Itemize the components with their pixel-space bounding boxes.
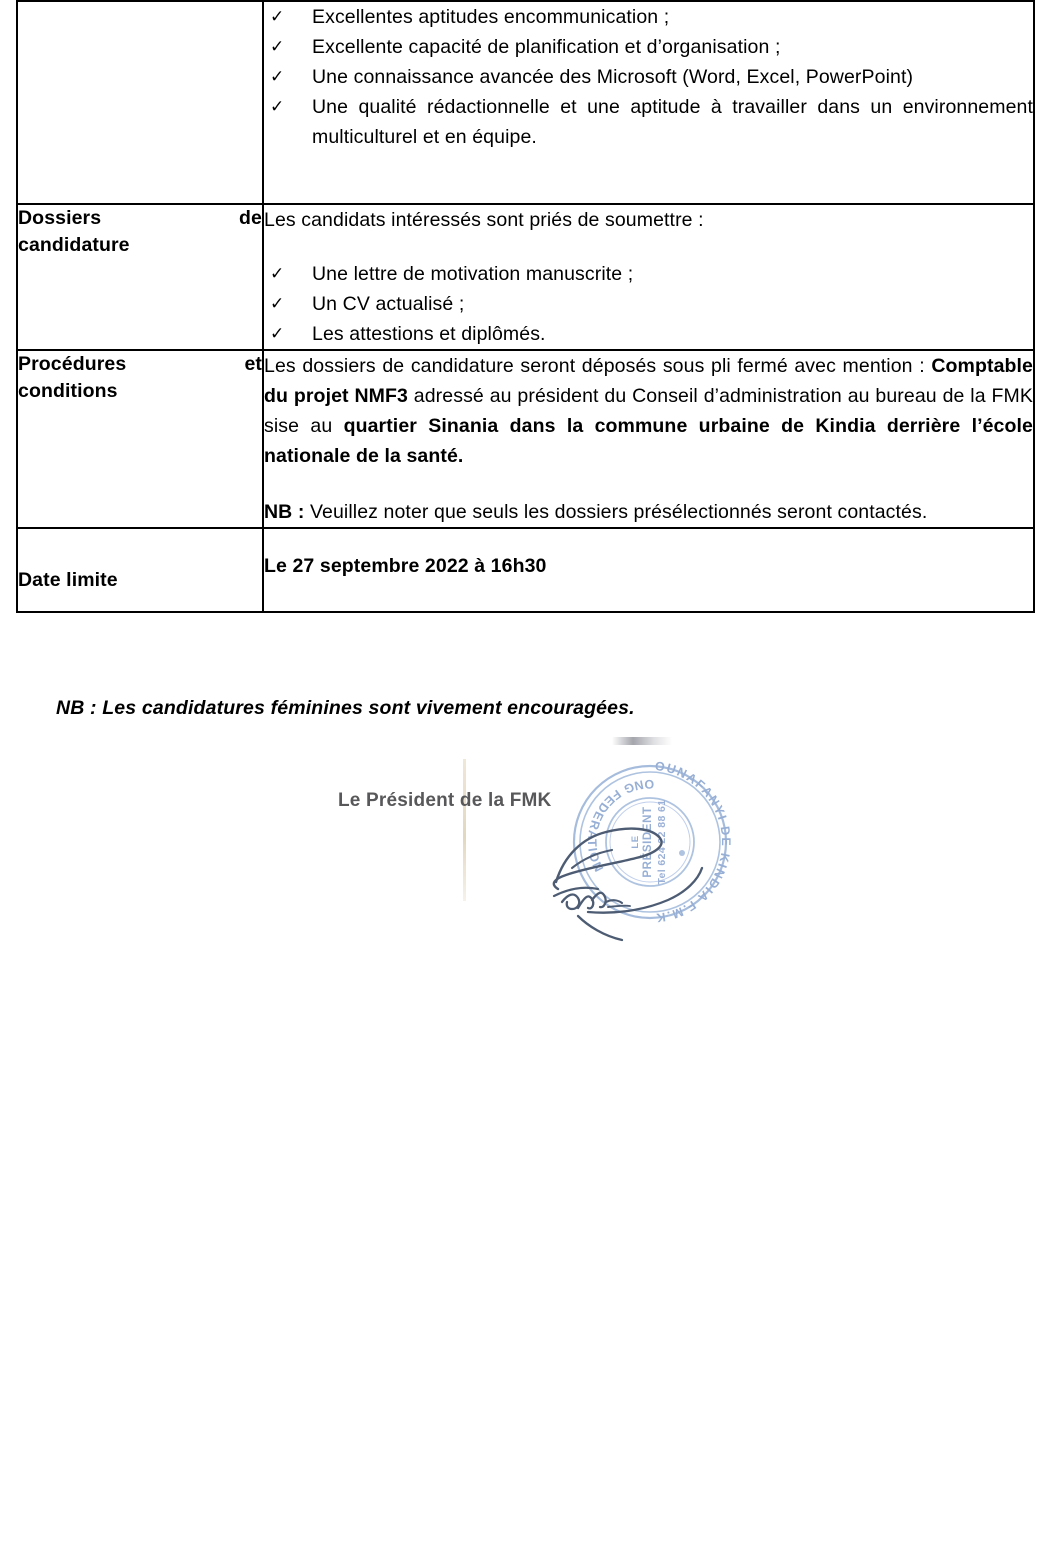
table-row-procedures-conditions bbox=[17, 350, 1034, 528]
list-item bbox=[264, 319, 1033, 349]
vacancy-details-table bbox=[16, 0, 1035, 613]
stamp-outer-text-2: ONG FEDERATION bbox=[584, 776, 655, 876]
procedures-text-bold-mention: Comptable du projet NMF3 bbox=[264, 355, 1033, 407]
list-item bbox=[264, 62, 1033, 92]
row-body-cell-dossiers bbox=[263, 204, 1034, 350]
list-item-text: Une qualité rédactionnelle et une aptitude à travailler dans un environnement multiculturel et en équipe. bbox=[312, 96, 1033, 148]
svg-text:PRÉSIDENT: PRÉSIDENT bbox=[642, 806, 654, 878]
list-item bbox=[264, 2, 1033, 32]
dossiers-checklist bbox=[264, 259, 1033, 349]
stamp-outer-text: OUNAFANYI DE KINDIA F.M.K bbox=[654, 759, 734, 925]
table-row-profil-continuation bbox=[17, 1, 1034, 204]
list-item-text: Excellente capacité de planification et d’organisation ; bbox=[312, 36, 781, 58]
row-label-cell-procedures bbox=[17, 350, 263, 528]
row-label-procedures-line2: conditions bbox=[18, 380, 118, 402]
list-item-text: Une connaissance avancée des Microsoft (Word, Excel, PowerPoint) bbox=[312, 66, 914, 88]
row-label-dossiers-line1 bbox=[18, 205, 262, 232]
row-body-cell-date-limite bbox=[263, 528, 1034, 612]
row-body-cell-profil bbox=[263, 1, 1034, 204]
signature-and-stamp-graphic bbox=[320, 740, 820, 940]
dossiers-intro: Les candidats intéressés sont priés de soumettre : bbox=[264, 209, 704, 231]
list-item-text: Un CV actualisé ; bbox=[312, 293, 465, 315]
profil-checklist bbox=[264, 2, 1033, 152]
row-label-dossiers-line2: candidature bbox=[18, 234, 130, 256]
list-item-text: Les attestions et diplômés. bbox=[312, 323, 546, 345]
procedures-paragraph bbox=[264, 351, 1033, 471]
check-icon: ✓ bbox=[270, 324, 285, 344]
row-label-procedures-word2: et bbox=[244, 353, 262, 375]
svg-text:Tel 624 22 88 61: Tel 624 22 88 61 bbox=[656, 799, 668, 885]
list-item bbox=[264, 259, 1033, 289]
row-body-cell-procedures bbox=[263, 350, 1034, 528]
list-item-text: Une lettre de motivation manuscrite ; bbox=[312, 263, 634, 285]
row-label-dossiers-word1: Dossiers bbox=[18, 207, 102, 229]
signature-block bbox=[320, 740, 820, 940]
procedures-nb-label: NB : bbox=[264, 501, 305, 523]
row-label-date-limite: Date limite bbox=[18, 569, 118, 591]
list-item-text: Excellentes aptitudes encommunication ; bbox=[312, 6, 670, 28]
check-icon: ✓ bbox=[270, 97, 285, 117]
list-item bbox=[264, 32, 1033, 62]
svg-text:LE: LE bbox=[630, 835, 641, 849]
check-icon: ✓ bbox=[270, 67, 285, 87]
procedures-nb bbox=[264, 497, 1033, 527]
check-icon: ✓ bbox=[270, 264, 285, 284]
row-label-procedures-word1: Procédures bbox=[18, 353, 127, 375]
procedures-text-c: adressé au président du Conseil d’administration au bureau de la FMK sise au bbox=[264, 385, 1033, 437]
row-label-cell-empty bbox=[17, 1, 263, 204]
procedures-nb-text: Veuillez noter que seuls les dossiers présélectionnés seront contactés. bbox=[304, 501, 928, 523]
procedures-text-bold-address: quartier Sinania dans la commune urbaine de Kindia derrière l’école nationale de la santé. bbox=[264, 415, 1033, 467]
date-limite-value: Le 27 septembre 2022 à 16h30 bbox=[264, 555, 547, 577]
check-icon: ✓ bbox=[270, 294, 285, 314]
list-item bbox=[264, 92, 1033, 152]
row-label-procedures-line1 bbox=[18, 351, 262, 378]
official-stamp bbox=[574, 759, 733, 925]
row-label-cell-date-limite bbox=[17, 528, 263, 612]
table-row-date-limite bbox=[17, 528, 1034, 612]
check-icon: ✓ bbox=[270, 7, 285, 27]
footer-nb-note: NB : Les candidatures féminines sont vivement encouragées. bbox=[56, 697, 635, 719]
procedures-text-a: Les dossiers de candidature seront déposés sous pli fermé avec mention : bbox=[264, 355, 932, 377]
signature-title: Le Président de la FMK bbox=[338, 790, 552, 811]
list-item bbox=[264, 289, 1033, 319]
handwritten-signature bbox=[554, 829, 702, 940]
table-row-dossiers-candidature bbox=[17, 204, 1034, 350]
row-label-cell-dossiers bbox=[17, 204, 263, 350]
check-icon: ✓ bbox=[270, 37, 285, 57]
row-label-dossiers-word2: de bbox=[239, 207, 262, 229]
